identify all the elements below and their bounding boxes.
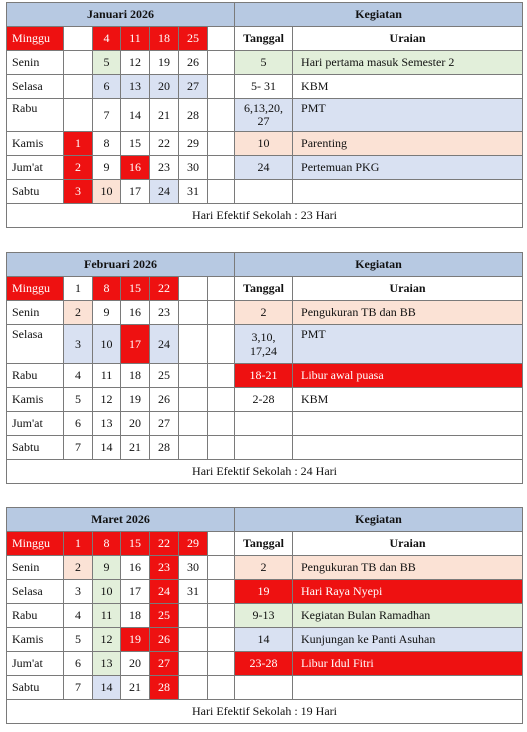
date-cell: 21 [121, 436, 150, 460]
date-cell [179, 652, 208, 676]
kegiatan-header: Kegiatan [235, 508, 523, 532]
date-cell [208, 604, 235, 628]
event-date: 2 [235, 556, 293, 580]
date-cell: 23 [150, 156, 179, 180]
day-label: Selasa [7, 580, 64, 604]
day-label: Rabu [7, 604, 64, 628]
date-cell: 26 [150, 628, 179, 652]
date-cell: 6 [64, 412, 93, 436]
date-cell: 11 [93, 604, 121, 628]
event-date: 3,10, 17,24 [235, 325, 293, 364]
date-cell [208, 388, 235, 412]
event-desc [293, 180, 523, 204]
day-label: Kamis [7, 132, 64, 156]
date-cell: 27 [150, 412, 179, 436]
event-date: 14 [235, 628, 293, 652]
date-cell [208, 628, 235, 652]
date-cell: 30 [179, 556, 208, 580]
date-cell: 7 [93, 99, 121, 132]
date-cell: 24 [150, 180, 179, 204]
date-cell [208, 132, 235, 156]
tanggal-header: Tanggal [235, 532, 293, 556]
date-cell: 12 [93, 388, 121, 412]
event-desc [293, 676, 523, 700]
date-cell: 13 [93, 412, 121, 436]
date-cell [208, 412, 235, 436]
effective-value: 19 Hari [300, 704, 337, 718]
month-table-february [6, 252, 523, 484]
date-cell: 4 [64, 604, 93, 628]
uraian-header: Uraian [293, 532, 523, 556]
date-cell: 31 [179, 180, 208, 204]
month-table-january [6, 2, 523, 228]
date-cell: 16 [121, 556, 150, 580]
event-desc [293, 436, 523, 460]
date-cell: 3 [64, 180, 93, 204]
date-cell: 25 [150, 604, 179, 628]
date-cell [208, 325, 235, 364]
date-cell: 19 [150, 51, 179, 75]
event-desc: Parenting [293, 132, 523, 156]
date-cell [208, 676, 235, 700]
date-cell: 18 [121, 364, 150, 388]
date-cell: 13 [121, 75, 150, 99]
date-cell: 1 [64, 532, 93, 556]
kegiatan-header: Kegiatan [235, 253, 523, 277]
date-cell: 20 [121, 412, 150, 436]
day-label: Sabtu [7, 180, 64, 204]
date-cell [208, 652, 235, 676]
date-cell: 19 [121, 388, 150, 412]
event-date [235, 412, 293, 436]
date-cell: 16 [121, 156, 150, 180]
uraian-header: Uraian [293, 277, 523, 301]
day-label: Rabu [7, 364, 64, 388]
date-cell: 14 [93, 676, 121, 700]
calendar-march [6, 507, 522, 724]
date-cell: 13 [93, 652, 121, 676]
date-cell: 17 [121, 180, 150, 204]
date-cell [208, 180, 235, 204]
day-label: Kamis [7, 388, 64, 412]
date-cell: 31 [179, 580, 208, 604]
date-cell [64, 27, 93, 51]
month-title: Februari 2026 [7, 253, 235, 277]
day-label: Minggu [7, 277, 64, 301]
day-label: Senin [7, 301, 64, 325]
calendar-january [6, 2, 522, 228]
event-desc: KBM [293, 75, 523, 99]
date-cell: 19 [121, 628, 150, 652]
event-desc: Kunjungan ke Panti Asuhan [293, 628, 523, 652]
event-date: 19 [235, 580, 293, 604]
event-desc: Kegiatan Bulan Ramadhan [293, 604, 523, 628]
day-label: Jum'at [7, 652, 64, 676]
date-cell [208, 51, 235, 75]
date-cell: 8 [93, 132, 121, 156]
date-cell: 8 [93, 532, 121, 556]
date-cell: 21 [121, 676, 150, 700]
day-label: Selasa [7, 325, 64, 364]
date-cell: 16 [121, 301, 150, 325]
day-label: Jum'at [7, 412, 64, 436]
event-date [235, 436, 293, 460]
event-date: 5- 31 [235, 75, 293, 99]
event-date: 2 [235, 301, 293, 325]
event-desc: Pengukuran TB dan BB [293, 556, 523, 580]
effective-days [7, 204, 523, 228]
effective-days [7, 460, 523, 484]
tanggal-header: Tanggal [235, 27, 293, 51]
date-cell [64, 75, 93, 99]
date-cell: 28 [150, 436, 179, 460]
date-cell: 9 [93, 301, 121, 325]
date-cell: 5 [64, 628, 93, 652]
date-cell: 27 [150, 652, 179, 676]
date-cell [179, 676, 208, 700]
date-cell: 12 [93, 628, 121, 652]
date-cell: 10 [93, 180, 121, 204]
date-cell [208, 580, 235, 604]
event-desc: Libur Idul Fitri [293, 652, 523, 676]
date-cell [208, 75, 235, 99]
date-cell: 1 [64, 277, 93, 301]
date-cell: 24 [150, 580, 179, 604]
date-cell [208, 156, 235, 180]
day-label: Senin [7, 556, 64, 580]
date-cell: 27 [179, 75, 208, 99]
date-cell: 7 [64, 676, 93, 700]
uraian-header: Uraian [293, 27, 523, 51]
event-desc: Pengukuran TB dan BB [293, 301, 523, 325]
effective-value: 23 Hari [300, 208, 338, 222]
day-label: Kamis [7, 628, 64, 652]
date-cell [208, 301, 235, 325]
date-cell: 14 [121, 99, 150, 132]
date-cell: 26 [150, 388, 179, 412]
event-desc: PMT [293, 325, 523, 364]
event-desc: KBM [293, 388, 523, 412]
event-date: 23-28 [235, 652, 293, 676]
kegiatan-header: Kegiatan [235, 3, 523, 27]
date-cell: 7 [64, 436, 93, 460]
date-cell: 10 [93, 325, 121, 364]
event-desc: Libur awal puasa [293, 364, 523, 388]
date-cell: 22 [150, 132, 179, 156]
date-cell: 20 [121, 652, 150, 676]
date-cell: 2 [64, 556, 93, 580]
date-cell: 17 [121, 580, 150, 604]
day-label: Rabu [7, 99, 64, 132]
event-date: 18-21 [235, 364, 293, 388]
date-cell: 15 [121, 132, 150, 156]
date-cell: 6 [93, 75, 121, 99]
date-cell: 17 [121, 325, 150, 364]
date-cell: 3 [64, 580, 93, 604]
date-cell: 18 [121, 604, 150, 628]
date-cell [179, 388, 208, 412]
date-cell [208, 99, 235, 132]
effective-prefix: Hari Efektif Sekolah : [192, 464, 301, 478]
date-cell: 21 [150, 99, 179, 132]
event-date [235, 676, 293, 700]
effective-prefix: Hari Efektif Sekolah : [192, 704, 301, 718]
event-desc: Hari pertama masuk Semester 2 [293, 51, 523, 75]
date-cell [179, 604, 208, 628]
day-label: Minggu [7, 27, 64, 51]
date-cell: 11 [93, 364, 121, 388]
event-desc: Hari Raya Nyepi [293, 580, 523, 604]
date-cell: 8 [93, 277, 121, 301]
date-cell [179, 301, 208, 325]
date-cell: 22 [150, 277, 179, 301]
date-cell: 22 [150, 532, 179, 556]
date-cell [208, 277, 235, 301]
date-cell: 5 [64, 388, 93, 412]
date-cell [179, 628, 208, 652]
date-cell: 23 [150, 556, 179, 580]
date-cell: 9 [93, 556, 121, 580]
date-cell: 1 [64, 132, 93, 156]
effective-prefix: Hari Efektif Sekolah : [192, 208, 301, 222]
date-cell: 25 [150, 364, 179, 388]
month-title: Maret 2026 [7, 508, 235, 532]
date-cell: 4 [64, 364, 93, 388]
date-cell [64, 51, 93, 75]
month-table-march [6, 507, 523, 724]
date-cell [179, 412, 208, 436]
date-cell: 23 [150, 301, 179, 325]
day-label: Selasa [7, 75, 64, 99]
date-cell: 3 [64, 325, 93, 364]
date-cell: 4 [93, 27, 121, 51]
event-date: 9-13 [235, 604, 293, 628]
date-cell: 29 [179, 532, 208, 556]
date-cell [179, 277, 208, 301]
date-cell: 25 [179, 27, 208, 51]
date-cell: 2 [64, 156, 93, 180]
event-date: 24 [235, 156, 293, 180]
event-date: 2-28 [235, 388, 293, 412]
date-cell [64, 99, 93, 132]
date-cell [208, 436, 235, 460]
date-cell [179, 436, 208, 460]
tanggal-header: Tanggal [235, 277, 293, 301]
event-date: 10 [235, 132, 293, 156]
date-cell: 5 [93, 51, 121, 75]
event-desc: Pertemuan PKG [293, 156, 523, 180]
event-date: 6,13,20, 27 [235, 99, 293, 132]
effective-value: 24 Hari [300, 464, 337, 478]
date-cell [208, 556, 235, 580]
date-cell: 24 [150, 325, 179, 364]
date-cell: 15 [121, 277, 150, 301]
day-label: Senin [7, 51, 64, 75]
date-cell: 15 [121, 532, 150, 556]
date-cell: 28 [150, 676, 179, 700]
date-cell [208, 27, 235, 51]
date-cell: 28 [179, 99, 208, 132]
date-cell: 10 [93, 580, 121, 604]
day-label: Sabtu [7, 436, 64, 460]
date-cell: 20 [150, 75, 179, 99]
date-cell [208, 532, 235, 556]
date-cell: 12 [121, 51, 150, 75]
date-cell: 2 [64, 301, 93, 325]
date-cell: 30 [179, 156, 208, 180]
date-cell: 26 [179, 51, 208, 75]
date-cell: 14 [93, 436, 121, 460]
event-desc [293, 412, 523, 436]
date-cell [179, 325, 208, 364]
event-desc: PMT [293, 99, 523, 132]
date-cell: 6 [64, 652, 93, 676]
day-label: Jum'at [7, 156, 64, 180]
effective-days [7, 700, 523, 724]
calendar-february [6, 252, 522, 484]
date-cell [179, 364, 208, 388]
event-date [235, 180, 293, 204]
date-cell: 18 [150, 27, 179, 51]
event-date: 5 [235, 51, 293, 75]
date-cell: 9 [93, 156, 121, 180]
day-label: Minggu [7, 532, 64, 556]
day-label: Sabtu [7, 676, 64, 700]
date-cell: 29 [179, 132, 208, 156]
month-title: Januari 2026 [7, 3, 235, 27]
date-cell: 11 [121, 27, 150, 51]
date-cell [208, 364, 235, 388]
